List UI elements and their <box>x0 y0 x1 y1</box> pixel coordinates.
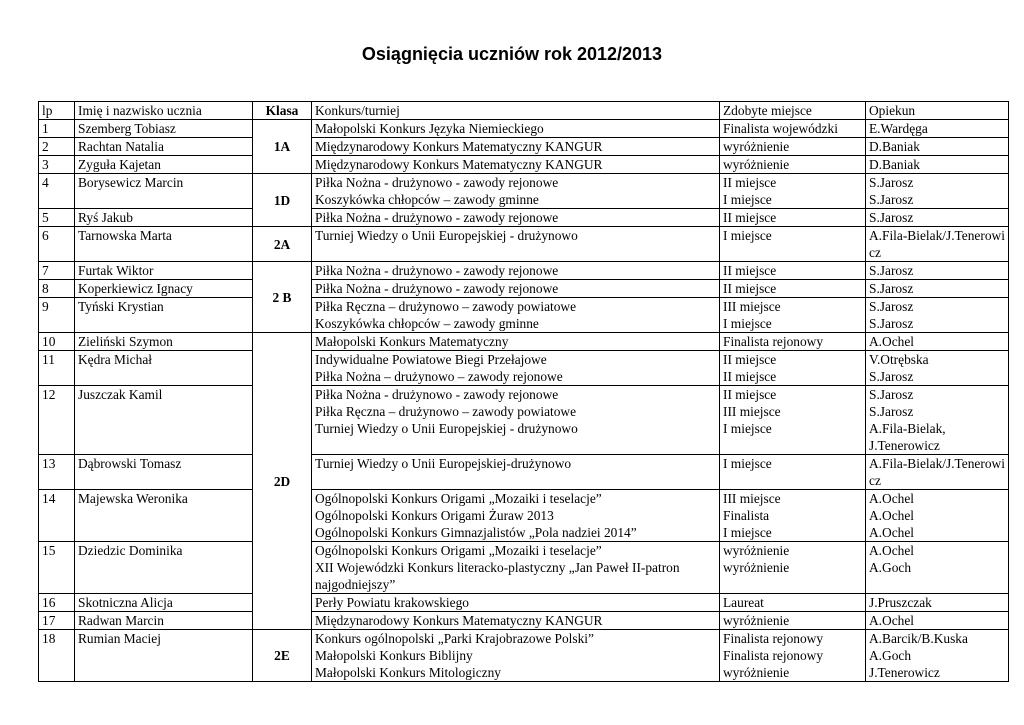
guardian-line: S.Jarosz <box>869 192 914 207</box>
contest-line: Piłka Nożna - drużynowo - zawody rejonowe <box>315 387 559 402</box>
place-line: I miejsce <box>723 525 772 540</box>
guardian-cell <box>866 298 1009 333</box>
contest-cell <box>312 280 720 298</box>
contest-line: Małopolski Konkurs Matematyczny <box>315 334 509 349</box>
guardian-cell <box>866 120 1009 138</box>
contest-line: Perły Powiatu krakowskiego <box>315 595 469 610</box>
student-name: Rumian Maciej <box>75 630 253 682</box>
place-line: III miejsce <box>723 404 781 419</box>
student-name: Ryś Jakub <box>75 209 253 227</box>
place-line: III miejsce <box>723 491 781 506</box>
place-line: II miejsce <box>723 387 777 402</box>
place-line: Finalista <box>723 508 770 523</box>
contest-cell <box>312 542 720 594</box>
table-row <box>39 386 1009 455</box>
student-name: Tarnowska Marta <box>75 227 253 262</box>
table-row <box>39 455 1009 490</box>
guardian-line: A.Goch <box>869 560 912 575</box>
row-lp: 9 <box>39 298 75 333</box>
place-line: Finalista rejonowy <box>723 334 824 349</box>
contest-line: Ogólnopolski Konkurs Gimnazjalistów „Pola nadziei 2014” <box>315 525 637 540</box>
guardian-cell <box>866 262 1009 280</box>
guardian-cell <box>866 156 1009 174</box>
contest-line: Ogólnopolski Konkurs Origami „Mozaiki i teselacje” <box>315 543 602 558</box>
contest-line: Piłka Ręczna – drużynowo – zawody powiatowe <box>315 299 577 314</box>
place-cell <box>720 156 866 174</box>
table-row <box>39 351 1009 386</box>
table-body <box>39 120 1009 682</box>
place-line: II miejsce <box>723 369 777 384</box>
guardian-cell <box>866 630 1009 682</box>
table-row <box>39 594 1009 612</box>
guardian-cell <box>866 386 1009 455</box>
place-cell <box>720 490 866 542</box>
place-cell <box>720 386 866 455</box>
place-cell <box>720 333 866 351</box>
table-row <box>39 490 1009 542</box>
contest-line: Koszykówka chłopców – zawody gminne <box>315 192 539 207</box>
contest-line: Małopolski Konkurs Mitologiczny <box>315 665 501 680</box>
row-lp: 3 <box>39 156 75 174</box>
guardian-cell <box>866 351 1009 386</box>
header-class: Klasa <box>253 102 312 120</box>
contest-line: Piłka Nożna - drużynowo - zawody rejonowe <box>315 281 559 296</box>
guardian-line: S.Jarosz <box>869 387 914 402</box>
place-cell <box>720 594 866 612</box>
place-line: Finalista rejonowy <box>723 631 824 646</box>
student-name: Kędra Michał <box>75 351 253 386</box>
contest-cell <box>312 612 720 630</box>
place-cell <box>720 209 866 227</box>
row-lp: 2 <box>39 138 75 156</box>
place-cell <box>720 120 866 138</box>
table-row <box>39 209 1009 227</box>
place-cell <box>720 227 866 262</box>
table-row <box>39 333 1009 351</box>
contest-cell <box>312 490 720 542</box>
contest-cell <box>312 156 720 174</box>
header-guardian: Opiekun <box>866 102 1009 120</box>
place-line: I miejsce <box>723 456 772 471</box>
class-cell: 1A <box>253 120 312 174</box>
guardian-cell <box>866 490 1009 542</box>
table-row <box>39 542 1009 594</box>
guardian-line: A.Ochel <box>869 508 914 523</box>
contest-line: Turniej Wiedzy o Unii Europejskiej - drużynowo <box>315 228 578 243</box>
guardian-line: A.Fila-Bielak, <box>869 421 946 436</box>
place-line: wyróżnienie <box>723 613 790 628</box>
contest-cell <box>312 594 720 612</box>
guardian-line: S.Jarosz <box>869 299 914 314</box>
place-cell <box>720 174 866 209</box>
place-cell <box>720 542 866 594</box>
table-row <box>39 227 1009 262</box>
guardian-line: D.Baniak <box>869 157 920 172</box>
contest-line: Indywidualne Powiatowe Biegi Przełajowe <box>315 352 547 367</box>
guardian-line: A.Ochel <box>869 491 914 506</box>
guardian-line: A.Ochel <box>869 613 914 628</box>
page-title: Osiągnięcia uczniów rok 2012/2013 <box>361 44 663 64</box>
table-row <box>39 262 1009 280</box>
table-row <box>39 120 1009 138</box>
class-cell: 1D <box>253 174 312 227</box>
place-cell <box>720 280 866 298</box>
table-row <box>39 298 1009 333</box>
place-line: II miejsce <box>723 281 777 296</box>
guardian-line: A.Ochel <box>869 543 914 558</box>
student-name: Dziedzic Dominika <box>75 542 253 594</box>
student-name: Rachtan Natalia <box>75 138 253 156</box>
guardian-line: A.Fila-Bielak/J.Tenerowicz <box>869 456 1005 488</box>
place-line: wyróżnienie <box>723 157 790 172</box>
contest-line: Ogólnopolski Konkurs Origami Żuraw 2013 <box>315 508 554 523</box>
contest-cell <box>312 138 720 156</box>
guardian-line: J.Pruszczak <box>869 595 932 610</box>
place-cell <box>720 138 866 156</box>
row-lp: 4 <box>39 174 75 209</box>
guardian-line: S.Jarosz <box>869 175 914 190</box>
place-line: wyróżnienie <box>723 665 790 680</box>
place-line: I miejsce <box>723 421 772 436</box>
guardian-cell <box>866 280 1009 298</box>
guardian-line: V.Otrębska <box>869 352 929 367</box>
contest-cell <box>312 333 720 351</box>
contest-cell <box>312 174 720 209</box>
class-cell: 2 B <box>253 262 312 333</box>
place-cell <box>720 351 866 386</box>
table-header-row <box>39 102 1009 120</box>
guardian-cell <box>866 174 1009 209</box>
place-line: I miejsce <box>723 228 772 243</box>
header-contest: Konkurs/turniej <box>312 102 720 120</box>
row-lp: 13 <box>39 455 75 490</box>
row-lp: 1 <box>39 120 75 138</box>
guardian-line: S.Jarosz <box>869 210 914 225</box>
contest-line: Piłka Nożna – drużynowo – zawody rejonowe <box>315 369 563 384</box>
place-line: I miejsce <box>723 192 772 207</box>
row-lp: 6 <box>39 227 75 262</box>
contest-cell <box>312 120 720 138</box>
table-row <box>39 138 1009 156</box>
header-place: Zdobyte miejsce <box>720 102 866 120</box>
place-line: Finalista rejonowy <box>723 648 824 663</box>
place-cell <box>720 630 866 682</box>
guardian-line: E.Wardęga <box>869 121 928 136</box>
row-lp: 8 <box>39 280 75 298</box>
place-line: II miejsce <box>723 210 777 225</box>
contest-line: Międzynarodowy Konkurs Matematyczny KANGUR <box>315 613 603 628</box>
contest-line: Ogólnopolski Konkurs Origami „Mozaiki i teselacje” <box>315 491 602 506</box>
guardian-cell <box>866 542 1009 594</box>
contest-line: Międzynarodowy Konkurs Matematyczny KANGUR <box>315 139 603 154</box>
guardian-line: S.Jarosz <box>869 316 914 331</box>
table-row <box>39 612 1009 630</box>
contest-line: XII Wojewódzki Konkurs literacko-plastyczny „Jan Paweł II-patron najgodniejszy” <box>315 560 680 592</box>
guardian-line: A.Ochel <box>869 334 914 349</box>
student-name: Majewska Weronika <box>75 490 253 542</box>
place-line: II miejsce <box>723 352 777 367</box>
place-line: II miejsce <box>723 263 777 278</box>
student-name: Koperkiewicz Ignacy <box>75 280 253 298</box>
row-lp: 17 <box>39 612 75 630</box>
contest-cell <box>312 262 720 280</box>
contest-cell <box>312 298 720 333</box>
guardian-cell <box>866 333 1009 351</box>
header-student-name: Imię i nazwisko ucznia <box>75 102 253 120</box>
row-lp: 11 <box>39 351 75 386</box>
row-lp: 15 <box>39 542 75 594</box>
contest-line: Konkurs ogólnopolski „Parki Krajobrazowe Polski” <box>315 631 594 646</box>
place-cell <box>720 298 866 333</box>
header-lp: lp <box>39 102 75 120</box>
guardian-cell <box>866 594 1009 612</box>
guardian-cell <box>866 455 1009 490</box>
guardian-line: A.Goch <box>869 648 912 663</box>
student-name: Zieliński Szymon <box>75 333 253 351</box>
student-name: Zyguła Kajetan <box>75 156 253 174</box>
contest-cell <box>312 455 720 490</box>
guardian-line: A.Barcik/B.Kuska <box>869 631 968 646</box>
guardian-line: J.Tenerowicz <box>869 438 940 453</box>
guardian-line: S.Jarosz <box>869 263 914 278</box>
guardian-line: S.Jarosz <box>869 369 914 384</box>
row-lp: 7 <box>39 262 75 280</box>
guardian-line: A.Fila-Bielak/J.Tenerowicz <box>869 228 1005 260</box>
student-name: Tyński Krystian <box>75 298 253 333</box>
place-line: I miejsce <box>723 316 772 331</box>
row-lp: 5 <box>39 209 75 227</box>
row-lp: 12 <box>39 386 75 455</box>
guardian-cell <box>866 227 1009 262</box>
guardian-cell <box>866 209 1009 227</box>
row-lp: 14 <box>39 490 75 542</box>
guardian-cell <box>866 612 1009 630</box>
table-row <box>39 280 1009 298</box>
contest-line: Piłka Ręczna – drużynowo – zawody powiatowe <box>315 404 577 419</box>
student-name: Dąbrowski Tomasz <box>75 455 253 490</box>
contest-line: Piłka Nożna - drużynowo - zawody rejonowe <box>315 175 559 190</box>
table-row <box>39 156 1009 174</box>
place-line: wyróżnienie <box>723 543 790 558</box>
place-cell <box>720 262 866 280</box>
class-cell: 2A <box>253 227 312 262</box>
contest-line: Turniej Wiedzy o Unii Europejskiej - drużynowo <box>315 421 578 436</box>
place-line: Laureat <box>723 595 764 610</box>
student-name: Juszczak Kamil <box>75 386 253 455</box>
place-line: wyróżnienie <box>723 139 790 154</box>
contest-cell <box>312 227 720 262</box>
student-name: Furtak Wiktor <box>75 262 253 280</box>
guardian-line: S.Jarosz <box>869 281 914 296</box>
contest-line: Piłka Nożna - drużynowo - zawody rejonowe <box>315 263 559 278</box>
place-line: wyróżnienie <box>723 560 790 575</box>
contest-line: Piłka Nożna - drużynowo - zawody rejonowe <box>315 210 559 225</box>
student-name: Radwan Marcin <box>75 612 253 630</box>
contest-line: Małopolski Konkurs Biblijny <box>315 648 473 663</box>
student-name: Skotniczna Alicja <box>75 594 253 612</box>
class-cell: 2D <box>253 333 312 630</box>
contest-cell <box>312 630 720 682</box>
achievements-table <box>38 101 1009 682</box>
place-line: III miejsce <box>723 299 781 314</box>
guardian-line: S.Jarosz <box>869 404 914 419</box>
contest-line: Koszykówka chłopców – zawody gminne <box>315 316 539 331</box>
contest-line: Małopolski Konkurs Języka Niemieckiego <box>315 121 544 136</box>
table-row <box>39 174 1009 209</box>
row-lp: 16 <box>39 594 75 612</box>
student-name: Borysewicz Marcin <box>75 174 253 209</box>
guardian-line: D.Baniak <box>869 139 920 154</box>
place-cell <box>720 455 866 490</box>
contest-line: Turniej Wiedzy o Unii Europejskiej-drużynowo <box>315 456 572 471</box>
guardian-cell <box>866 138 1009 156</box>
class-cell: 2E <box>253 630 312 682</box>
student-name: Szemberg Tobiasz <box>75 120 253 138</box>
place-line: II miejsce <box>723 175 777 190</box>
contest-cell <box>312 209 720 227</box>
table-row <box>39 630 1009 682</box>
guardian-line: A.Ochel <box>869 525 914 540</box>
guardian-line: J.Tenerowicz <box>869 665 940 680</box>
contest-cell <box>312 351 720 386</box>
contest-line: Międzynarodowy Konkurs Matematyczny KANGUR <box>315 157 603 172</box>
place-line: Finalista wojewódzki <box>723 121 838 136</box>
contest-cell <box>312 386 720 455</box>
row-lp: 10 <box>39 333 75 351</box>
row-lp: 18 <box>39 630 75 682</box>
place-cell <box>720 612 866 630</box>
